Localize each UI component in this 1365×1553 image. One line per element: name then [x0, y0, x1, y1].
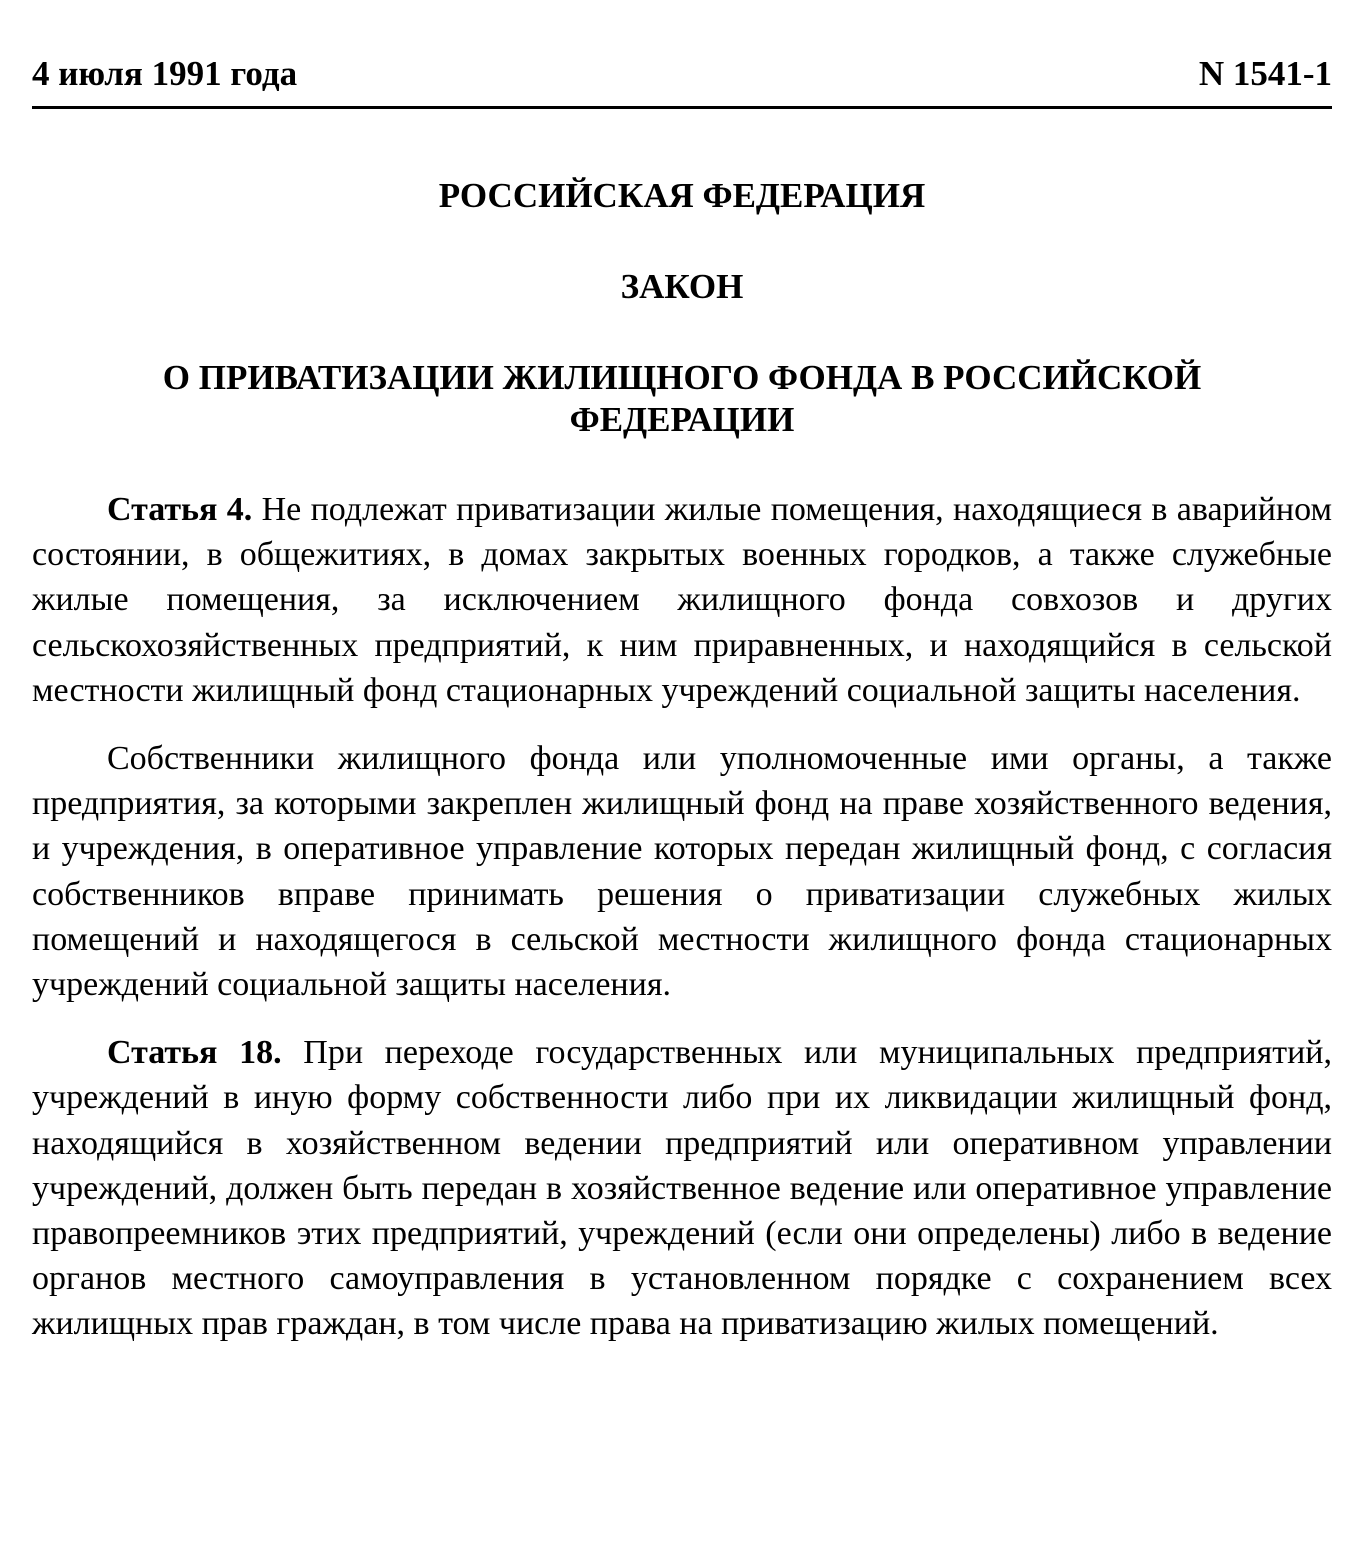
document-number: N 1541-1 [1198, 54, 1332, 93]
country-title: РОССИЙСКАЯ ФЕДЕРАЦИЯ [438, 176, 926, 215]
document-page [32, 0, 1332, 1347]
document-body [32, 487, 1332, 1347]
law-name-title [32, 357, 1332, 441]
article-18-text: При переходе государственных или муниципальных предприятий, учреждений в иную форму собственности либо при их ликвидации жилищный фонд, находящийся в хозяйственном ведении предприятий или оперативном управлении учреждений, должен быть передан в хозяйственное ведение или оперативное управление правопреемников этих предприятий, учреждений (если они определены) либо в ведение органов местного самоуправления в установленном порядке с сохранением всех жилищных прав граждан, в том числе права на приватизацию жилых помещений. [32, 1034, 1333, 1343]
article-4-paragraph [32, 487, 1332, 713]
law-type-title: ЗАКОН [620, 267, 744, 306]
article-4-paragraph-2: Собственники жилищного фонда или уполномоченные ими органы, а также предприятия, за которыми закреплен жилищный фонд на праве хозяйственного ведения, и учреждения, в оперативное управление которых передан жилищный фонд, с согласия собственников вправе принимать решения о приватизации служебных жилых помещений и находящегося в сельской местности жилищного фонда стационарных учреждений социальной защиты населения. [32, 740, 1332, 1004]
law-name-line-2: ФЕДЕРАЦИИ [569, 400, 795, 439]
header-divider [32, 106, 1332, 109]
article-18-label: Статья 18. [107, 1034, 282, 1072]
article-18-paragraph [32, 1030, 1332, 1346]
document-header [32, 0, 1332, 94]
article-4-label: Статья 4. [107, 491, 253, 528]
article-4-text: Не подлежат приватизации жилые помещения, находящиеся в аварийном состоянии, в общежитиях, в домах закрытых военных городков, а также служебные жилые помещения, за исключением жилищного фонда совхозов и других сельскохозяйственных предприятий, к ним приравненных, и находящийся в сельской местности жилищный фонд стационарных учреждений социальной защиты населения. [32, 491, 1332, 709]
law-name-line-1: О ПРИВАТИЗАЦИИ ЖИЛИЩНОГО ФОНДА В РОССИЙСКОЙ [162, 358, 1202, 397]
document-date: 4 июля 1991 года [32, 54, 298, 93]
